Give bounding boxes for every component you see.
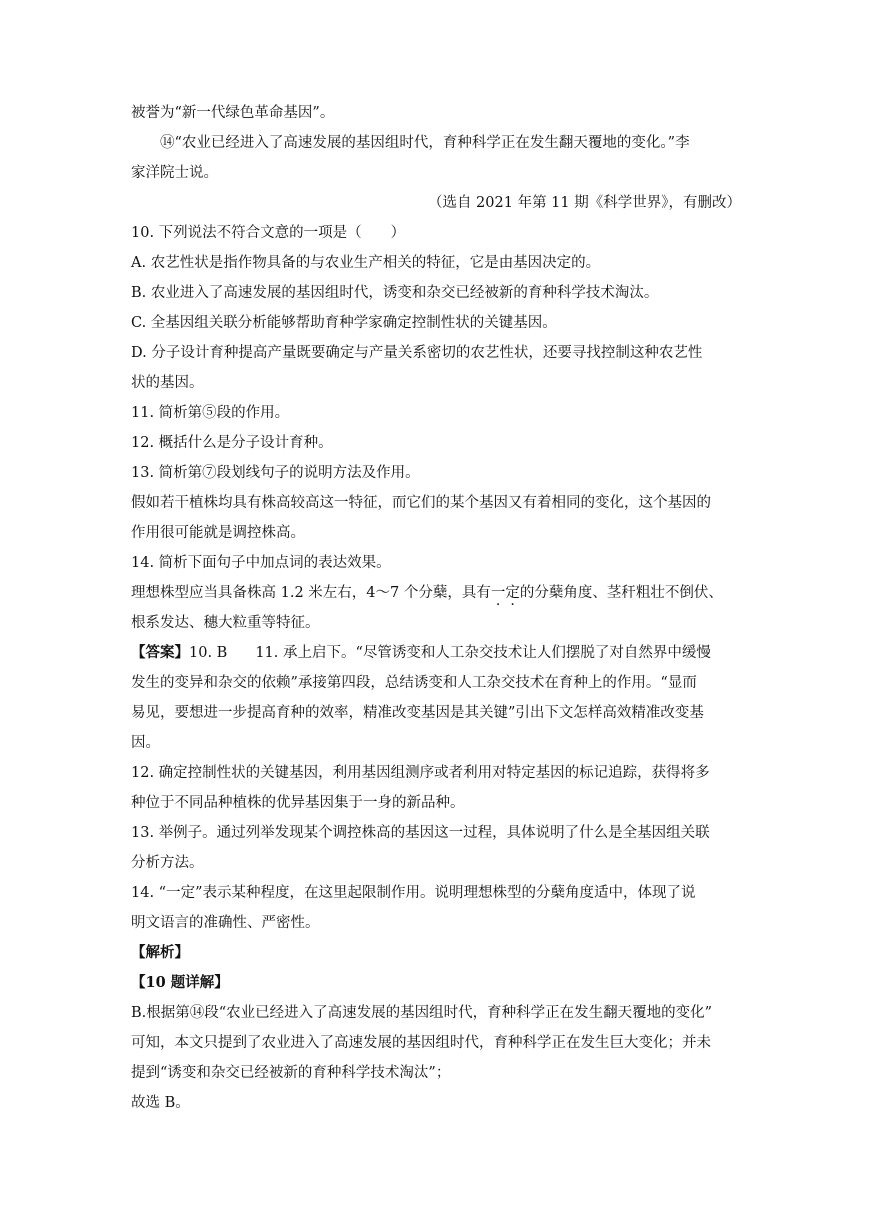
question-10-option-c: C. 全基因组关联分析能够帮助育种学家确定控制性状的关键基因。	[131, 315, 557, 331]
question-14-quote	[131, 578, 741, 608]
analysis-q10-conclusion: 故选 B。	[131, 1095, 190, 1111]
answer-14: 14. “一定”表示某种程度，在这里起限制作用。说明理想株型的分蘖角度适中，体现了说	[131, 885, 696, 901]
question-12: 12. 概括什么是分子设计育种。	[131, 435, 333, 451]
answer-13: 13. 举例子。通过列举发现某个调控株高的基因这一过程，具体说明了什么是全基因组关联	[131, 825, 710, 841]
question-11: 11. 简析第⑤段的作用。	[131, 405, 290, 421]
answer-11-cont: 因。	[131, 735, 160, 751]
answer-14-cont: 明文语言的准确性、严密性。	[131, 915, 320, 931]
passage-paragraph-14-cont: 家洋院士说。	[131, 165, 218, 181]
answer-11-cont: 发生的变异和杂交的依赖”承接第四段，总结诱变和人工杂交技术在育种上的作用。“显而	[131, 675, 697, 691]
question-10-option-d: D. 分子设计育种提高产量既要确定与产量关系密切的农艺性状，还要寻找控制这种农艺性	[131, 345, 703, 361]
answer-11: 11. 承上启下。“尽管诱变和人工杂交技术让人们摆脱了对自然界中缓慢	[255, 645, 711, 661]
answer-label: 【答案】	[131, 644, 189, 661]
analysis-q10-label: 【10 题详解】	[131, 974, 229, 991]
answer-12-cont: 种位于不同品种植株的优异基因集于一身的新品种。	[131, 795, 465, 811]
question-13-quote-cont: 作用很可能就是调控株高。	[131, 525, 305, 541]
emphasis-dot-char-1: 一	[490, 585, 506, 601]
analysis-q10-text: 可知，本文只提到了农业进入了高速发展的基因组时代，育种科学正在发生巨大变化；并未	[131, 1035, 711, 1051]
question-13-quote: 假如若干植株均具有株高较高这一特征，而它们的某个基因又有着相同的变化，这个基因的	[131, 495, 711, 511]
passage-source: （选自 2021 年第 11 期《科学世界》，有删改）	[427, 195, 741, 211]
analysis-q10-text: 提到“诱变和杂交已经被新的育种科学技术淘汰”；	[131, 1065, 451, 1081]
answer-12: 12. 确定控制性状的关键基因，利用基因组测序或者利用对特定基因的标记追踪，获得将多	[131, 765, 710, 781]
question-10-option-b: B. 农业进入了高速发展的基因组时代，诱变和杂交已经被新的育种科学技术淘汰。	[131, 285, 659, 301]
answer-10: 10. B	[189, 645, 228, 661]
question-14-quote-cont: 根系发达、穗大粒重等特征。	[131, 615, 320, 631]
question-14-quote-after: 的分蘖角度、茎秆粗壮不倒伏、	[519, 585, 723, 601]
analysis-q10-text: B.根据第⑭段“农业已经进入了高速发展的基因组时代，育种科学正在发生翻天覆地的变化”	[131, 1005, 713, 1021]
document-page	[131, 98, 741, 1118]
answer-11-cont: 易见，要想进一步提高育种的效率，精准改变基因是其关键”引出下文怎样高效精准改变基	[131, 705, 704, 721]
answer-13-cont: 分析方法。	[131, 855, 204, 871]
question-10-option-a: A. 农艺性状是指作物具备的与农业生产相关的特征，它是由基因决定的。	[131, 255, 601, 271]
question-10-stem: 10. 下列说法不符合文意的一项是（ ）	[131, 225, 406, 241]
passage-paragraph-14: ⑭“农业已经进入了高速发展的基因组时代，育种科学正在发生翻天覆地的变化。”李	[160, 135, 690, 151]
passage-line: 被誉为“新一代绿色革命基因”。	[131, 105, 335, 121]
answer-line	[131, 638, 741, 668]
question-13-stem: 13. 简析第⑦段划线句子的说明方法及作用。	[131, 465, 420, 481]
question-14-quote-before: 理想株型应当具备株高 1.2 米左右，4～7 个分蘖，具有	[131, 585, 491, 601]
question-14-stem: 14. 简析下面句子中加点词的表达效果。	[131, 555, 391, 571]
question-10-option-d-cont: 状的基因。	[131, 375, 204, 391]
emphasis-dot-char-2: 定	[505, 585, 520, 601]
analysis-label: 【解析】	[131, 944, 189, 961]
